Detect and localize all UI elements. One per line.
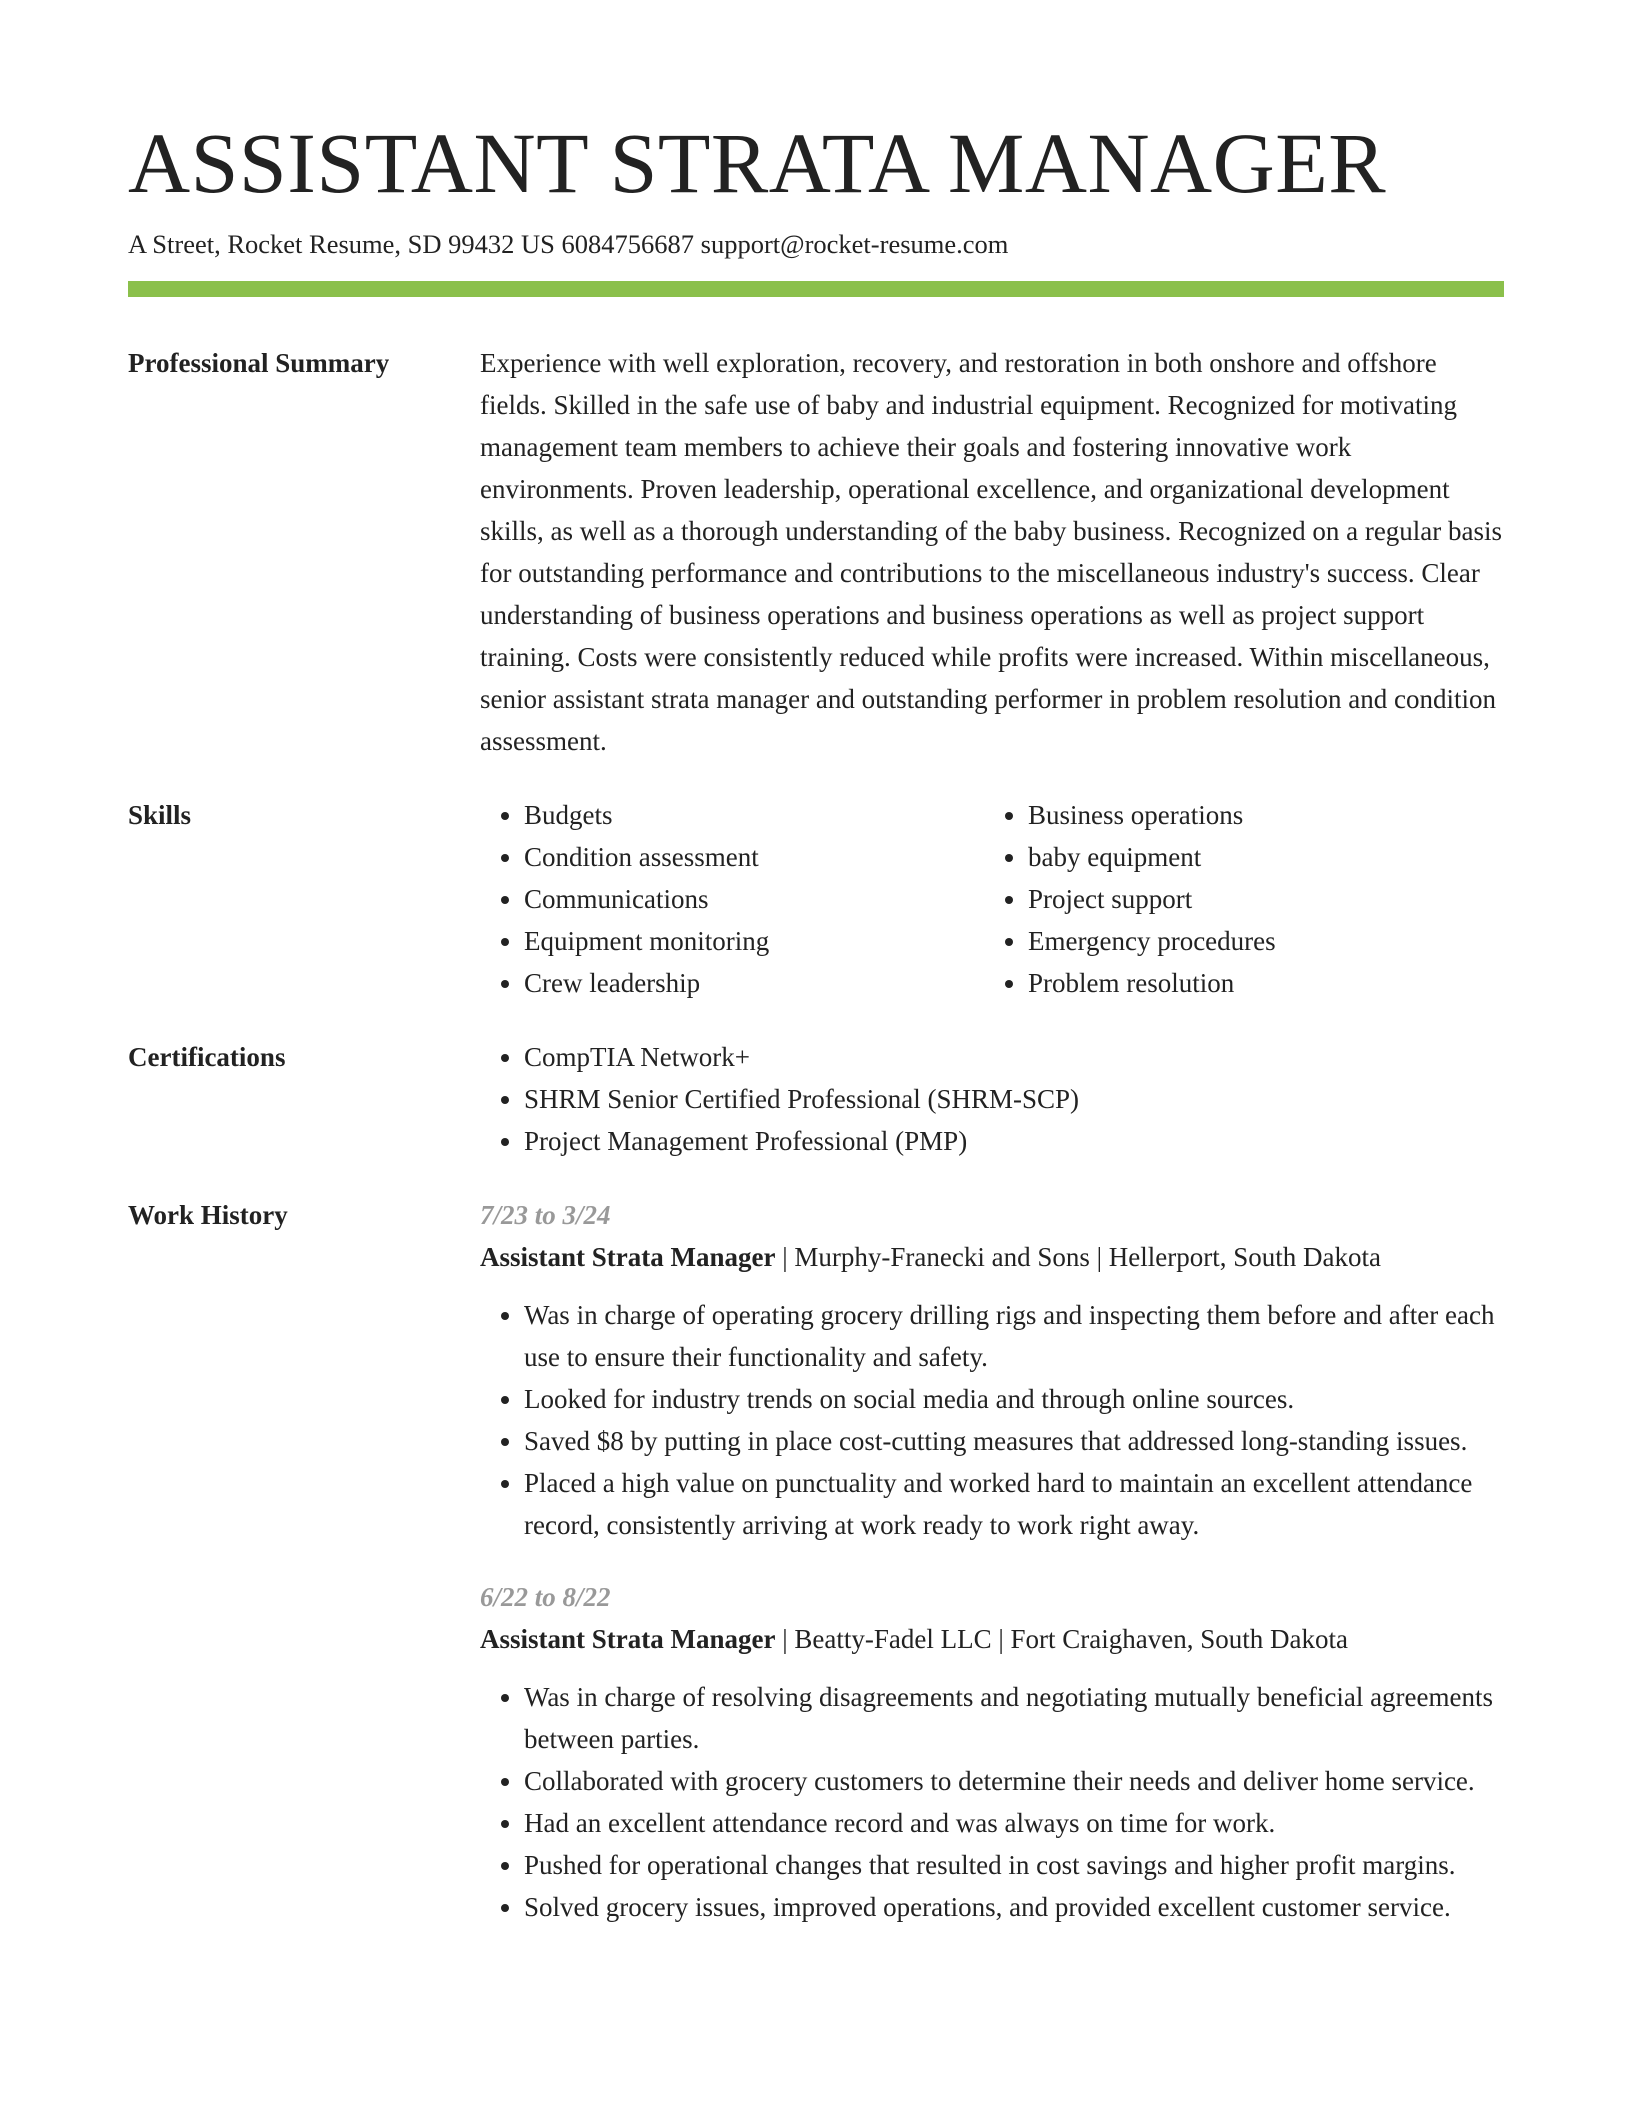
certifications-list: [480, 1036, 1504, 1162]
job-bullet: • Was in charge of operating grocery drilling rigs and inspecting them before and after each use to ensure their functionality and safety.: [524, 1294, 1504, 1378]
accent-divider: [128, 281, 1504, 297]
skills-column-right: [984, 794, 1488, 1004]
skill-item: • Project support: [1028, 878, 1488, 920]
job-heading: [480, 1236, 1504, 1278]
certifications-body: [480, 1036, 1504, 1162]
skill-item: • Condition assessment: [524, 836, 984, 878]
certifications-section: [128, 1036, 1504, 1162]
job-dates: 6/22 to 8/22: [480, 1582, 611, 1612]
job-bullet: • Pushed for operational changes that resulted in cost savings and higher profit margins.: [524, 1844, 1504, 1886]
skills-section: [128, 794, 1504, 1004]
summary-text: Experience with well exploration, recovery, and restoration in both onshore and offshore fields. Skilled in the safe use of baby and industrial equipment. Recognized for motivating management team members to achieve their goals and fostering innovative work environments. Proven leadership, operational excellence, and organizational development skills, as well as a thorough understanding of the baby business. Recognized on a regular basis for outstanding performance and contributions to the miscellaneous industry's success. Clear understanding of business operations and business operations as well as project support training. Costs were consistently reduced while profits were increased. Within miscellaneous, senior assistant strata manager and outstanding performer in problem resolution and condition assessment.: [480, 348, 1503, 756]
resume-page: [128, 115, 1504, 1928]
job-title: Assistant Strata Manager: [480, 1624, 776, 1654]
job-bullets: [480, 1294, 1504, 1546]
section-label-summary: Professional Summary: [128, 348, 390, 378]
skill-item: • Budgets: [524, 794, 984, 836]
job-bullets: [480, 1676, 1504, 1928]
job-bullet: • Had an excellent attendance record and was always on time for work.: [524, 1802, 1504, 1844]
job-entry: [480, 1194, 1504, 1546]
skills-list-right: [984, 794, 1488, 1004]
summary-section: [128, 342, 1504, 762]
job-title: Assistant Strata Manager: [480, 1242, 776, 1272]
section-label-work-history: Work History: [128, 1200, 288, 1230]
skill-item: • Equipment monitoring: [524, 920, 984, 962]
job-company-line: | Beatty-Fadel LLC | Fort Craighaven, South Dakota: [775, 1624, 1348, 1654]
section-label-certifications: Certifications: [128, 1042, 286, 1072]
job-bullet: • Was in charge of resolving disagreements and negotiating mutually beneficial agreements between parties.: [524, 1676, 1504, 1760]
job-dates: 7/23 to 3/24: [480, 1200, 611, 1230]
section-label-skills: Skills: [128, 800, 192, 830]
skill-item: • Crew leadership: [524, 962, 984, 1004]
job-company-line: | Murphy-Franecki and Sons | Hellerport, South Dakota: [775, 1242, 1381, 1272]
skill-item: • Problem resolution: [1028, 962, 1488, 1004]
skill-item: • Communications: [524, 878, 984, 920]
work-history-body: [480, 1194, 1504, 1928]
page-title: ASSISTANT STRATA MANAGER: [128, 115, 1387, 211]
job-entry: [480, 1576, 1504, 1928]
job-bullet: • Solved grocery issues, improved operations, and provided excellent customer service.: [524, 1886, 1504, 1928]
skills-columns: [480, 794, 1504, 1004]
job-heading: [480, 1618, 1504, 1660]
job-bullet: • Saved $8 by putting in place cost-cutting measures that addressed long-standing issues.: [524, 1420, 1504, 1462]
job-bullet: • Looked for industry trends on social media and through online sources.: [524, 1378, 1504, 1420]
job-bullet: • Collaborated with grocery customers to determine their needs and deliver home service.: [524, 1760, 1504, 1802]
skills-column-left: [480, 794, 984, 1004]
certification-item: • Project Management Professional (PMP): [524, 1120, 1504, 1162]
work-history-section: [128, 1194, 1504, 1928]
skill-item: • Emergency procedures: [1028, 920, 1488, 962]
job-bullet: • Placed a high value on punctuality and worked hard to maintain an excellent attendance record, consistently arriving at work ready to work right away.: [524, 1462, 1504, 1546]
certification-item: • SHRM Senior Certified Professional (SHRM-SCP): [524, 1078, 1504, 1120]
skills-list-left: [480, 794, 984, 1004]
skill-item: • Business operations: [1028, 794, 1488, 836]
contact-info: A Street, Rocket Resume, SD 99432 US 6084756687 support@rocket-resume.com: [128, 229, 1009, 259]
certification-item: • CompTIA Network+: [524, 1036, 1504, 1078]
skill-item: • baby equipment: [1028, 836, 1488, 878]
